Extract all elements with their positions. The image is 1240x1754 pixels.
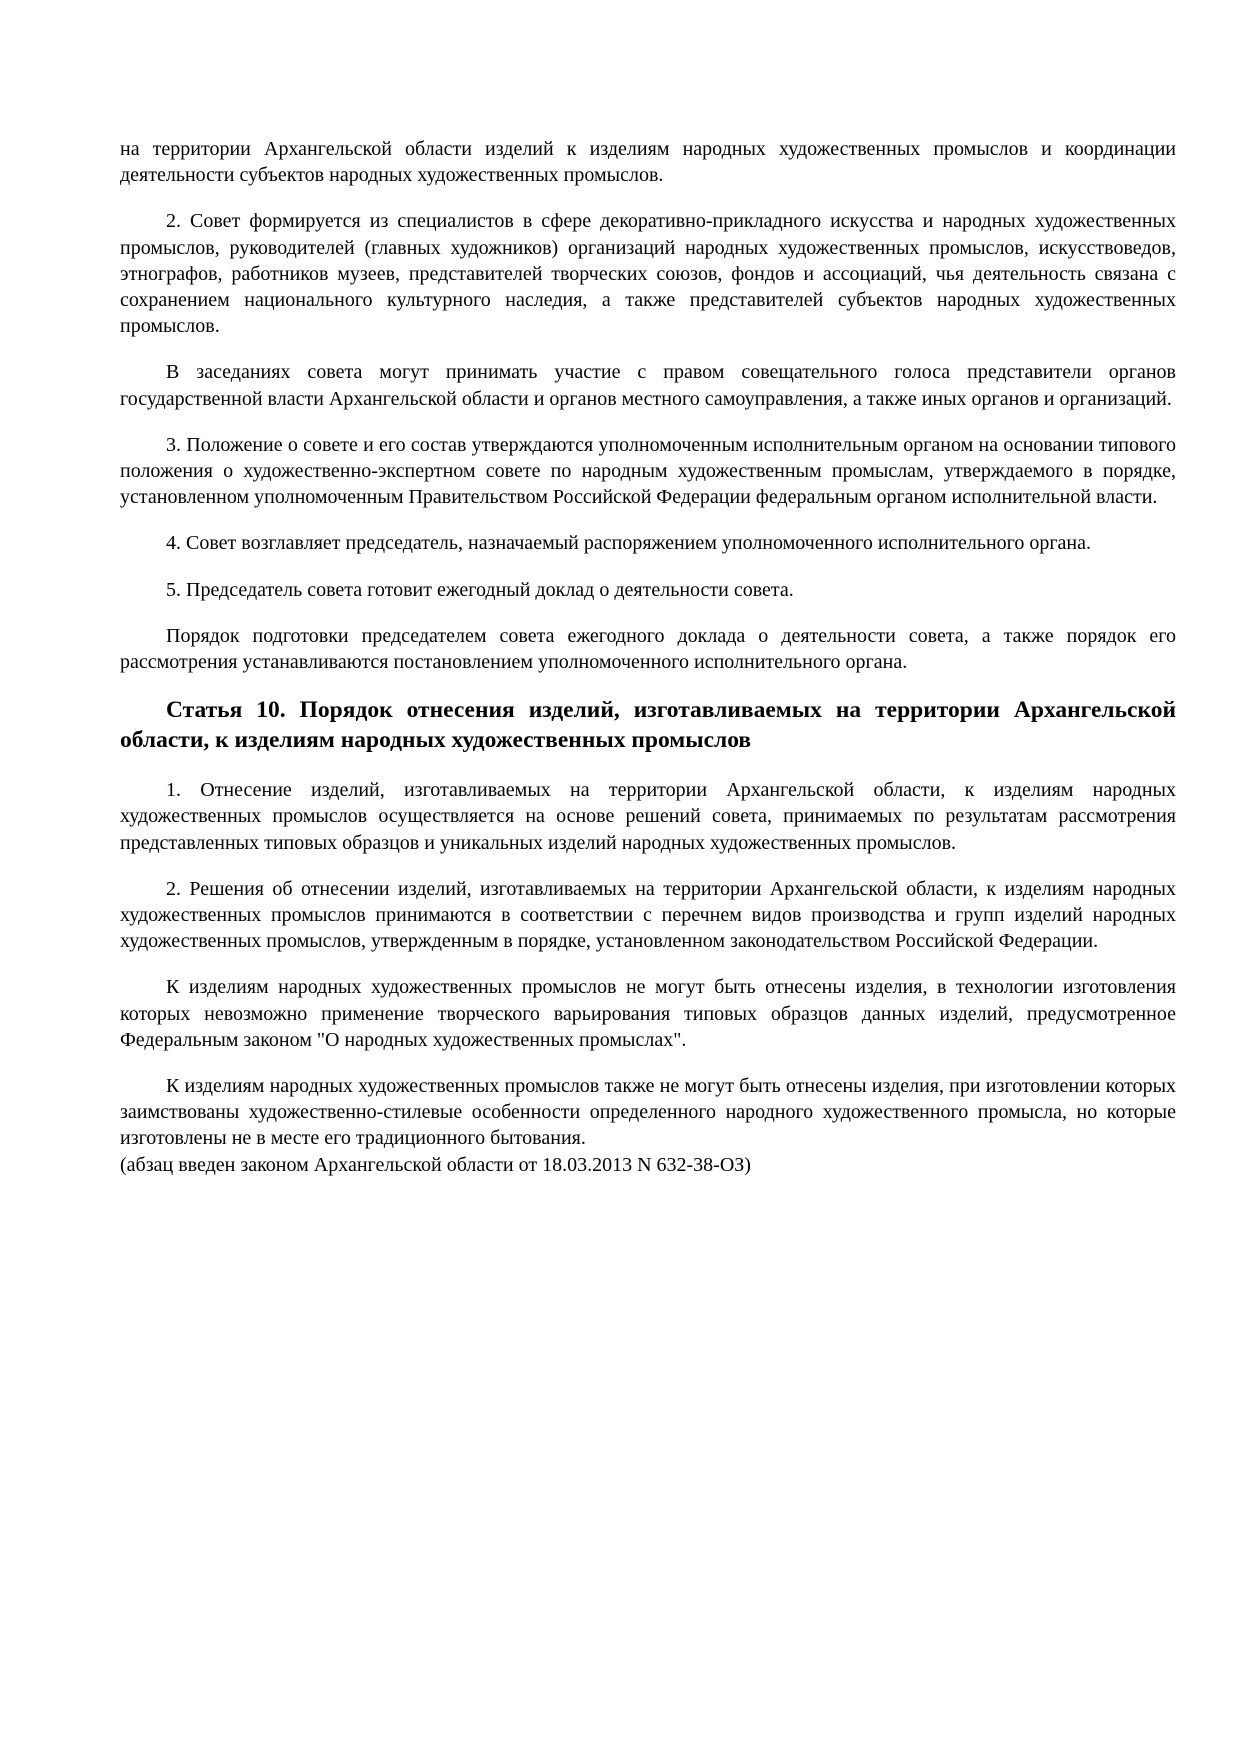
document-page [120, 136, 1176, 1198]
article-10-heading: Статья 10. Порядок отнесения изделий, изготавливаемых на территории Архангельской области, к изделиям народных художественных промыслов [120, 697, 1176, 754]
paragraph-exclusion-technology: К изделиям народных художественных промыслов не могут быть отнесены изделия, в технологии изготовления которых невозможно применение творческого варьирования типовых образцов данных изделий, предусмотренное Федеральным законом "О народных художественных промыслах". [120, 976, 1176, 1051]
paragraph-article-10-item-2: 2. Решения об отнесении изделий, изготавливаемых на территории Архангельской области, к изделиям народных художественных промыслов принимаются в соответствии с перечнем видов производства и групп изделий народных художественных промыслов, утвержденным в порядке, установленном законодательством Российской Федерации. [120, 877, 1176, 953]
paragraph-article-10-item-1: 1. Отнесение изделий, изготавливаемых на территории Архангельской области, к изделиям народных художественных промыслов осуществляется на основе решений совета, принимаемых по результатам рассмотрения представленных типовых образцов и уникальных изделий народных художественных промыслов. [120, 779, 1176, 854]
paragraph-council-composition: 2. Совет формируется из специалистов в сфере декоративно-прикладного искусства и народных художественных промыслов, руководителей (главных художников) организаций народных художественных промыслов, искусствоведов, этнографов, работников музеев, представителей творческих союзов, фондов и ассоциаций, чья деятельность связана с сохранением национального культурного наследия, а также представителей субъектов народных художественных промыслов. [120, 210, 1176, 338]
paragraph-council-regulation: 3. Положение о совете и его состав утверждаются уполномоченным исполнительным органом на основании типового положения о художественно-экспертном совете по народным художественным промыслам, утверждаемого в порядке, установленном уполномоченным Правительством Российской Федерации федеральным органом исполнительной власти. [120, 433, 1176, 509]
paragraph-continuation: на территории Архангельской области изделий к изделиям народных художественных промыслов и координации деятельности субъектов народных художественных промыслов. [120, 138, 1176, 187]
paragraph-council-chair: 4. Совет возглавляет председатель, назначаемый распоряжением уполномоченного исполнительного органа. [166, 532, 1092, 555]
paragraph-exclusion-borrowed-style: К изделиям народных художественных промыслов также не могут быть отнесены изделия, при изготовлении которых заимствованы художественно-стилевые особенности определенного народного художественного промысла, но которые изготовлены не в месте его традиционного бытования. [120, 1075, 1176, 1150]
paragraph-annual-report: 5. Председатель совета готовит ежегодный доклад о деятельности совета. [166, 578, 794, 601]
paragraph-advisory-participants: В заседаниях совета могут принимать участие с правом совещательного голоса представители органов государственной власти Архангельской области и органов местного самоуправления, а также иных органов и организаций. [120, 361, 1176, 410]
amendment-note: (абзац введен законом Архангельской области от 18.03.2013 N 632-38-ОЗ) [120, 1153, 751, 1176]
paragraph-report-procedure: Порядок подготовки председателем совета ежегодного доклада о деятельности совета, а также порядок его рассмотрения устанавливаются постановлением уполномоченного исполнительного органа. [120, 624, 1176, 674]
